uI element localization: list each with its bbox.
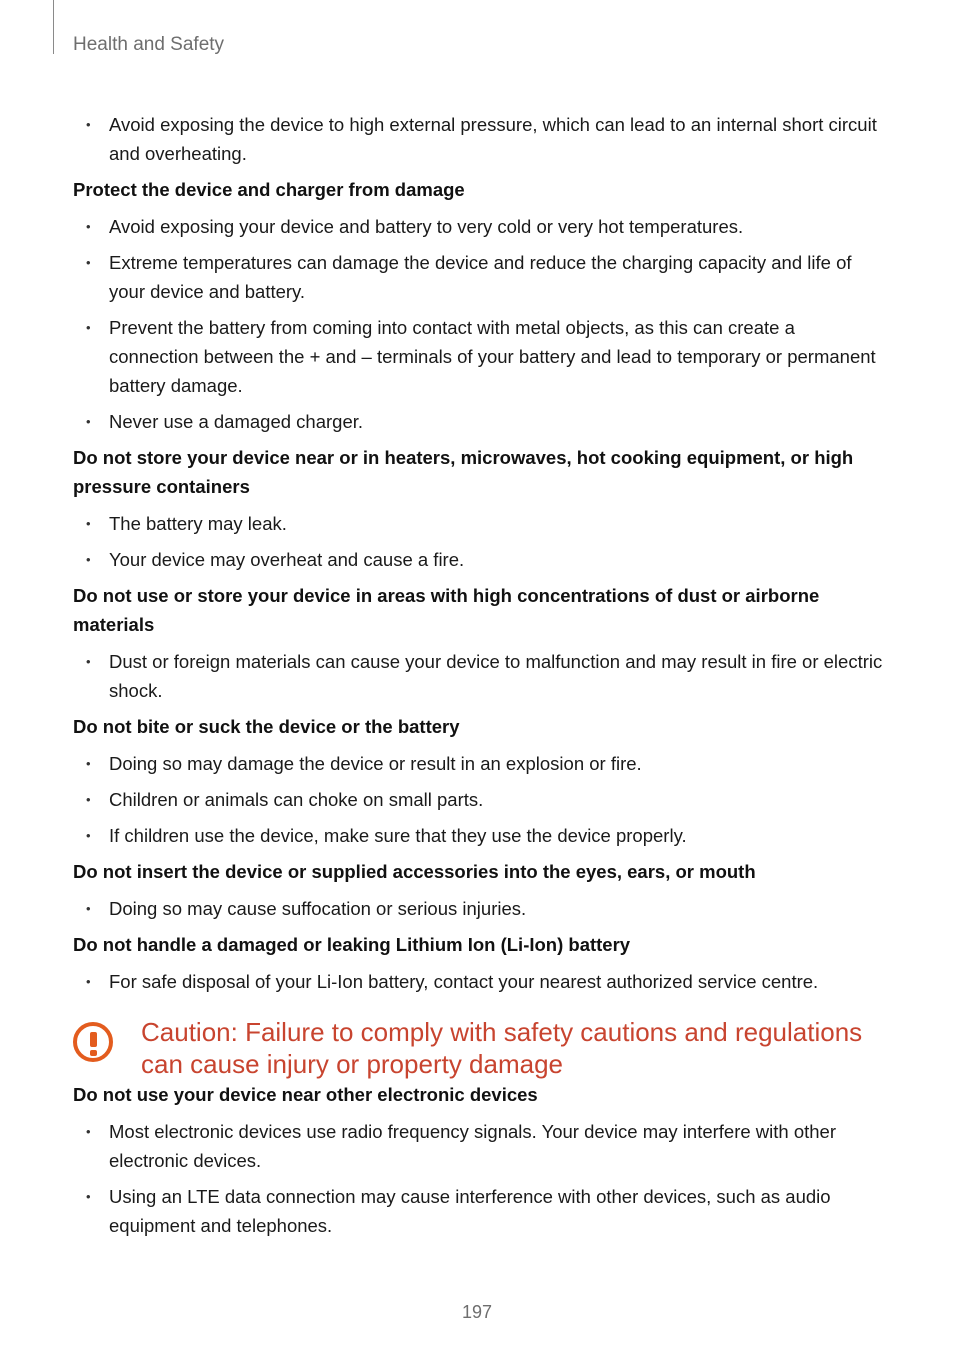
bullet-list: [73, 749, 883, 850]
bullet-list: [73, 212, 883, 436]
bullet-item: • Dust or foreign materials can cause your device to malfunction and may result in fire or electric shock.: [73, 647, 883, 705]
section-heading: Do not use your device near other electronic devices: [73, 1084, 538, 1105]
bullet-item: • Children or animals can choke on small parts.: [73, 785, 883, 814]
bullet-item: • If children use the device, make sure that they use the device properly.: [73, 821, 883, 850]
bullet-list: [73, 967, 883, 996]
sections-container: [73, 110, 883, 996]
bullet-list: [73, 647, 883, 705]
section-heading: Protect the device and charger from damage: [73, 179, 465, 200]
bullet-list: [73, 509, 883, 574]
bullet-item: • Using an LTE data connection may cause interference with other devices, such as audio equipment and telephones.: [73, 1182, 883, 1240]
page-number: 197: [461, 1302, 493, 1322]
bullet-list: [73, 110, 883, 168]
bullet-item: • Prevent the battery from coming into contact with metal objects, as this can create a connection between the + and – terminals of your battery and lead to temporary or permanent battery damage.: [73, 313, 883, 400]
bullet-item: • Extreme temperatures can damage the device and reduce the charging capacity and life of your device and battery.: [73, 248, 883, 306]
bullet-item: • Avoid exposing the device to high external pressure, which can lead to an internal short circuit and overheating.: [73, 110, 883, 168]
section-heading: Do not handle a damaged or leaking Lithium Ion (Li-Ion) battery: [73, 934, 631, 955]
section-heading: Do not bite or suck the device or the battery: [73, 716, 460, 737]
section-heading: Do not insert the device or supplied accessories into the eyes, ears, or mouth: [73, 861, 756, 882]
caution-exclamation-icon: [73, 1022, 113, 1062]
header-rule: [53, 0, 54, 54]
bullet-list: [73, 894, 883, 923]
caution-block: [73, 1016, 883, 1080]
page-header-title: Health and Safety: [73, 34, 225, 55]
bullet-item: • Avoid exposing your device and battery to very cold or very hot temperatures.: [73, 212, 883, 241]
bullet-item: • Doing so may cause suffocation or serious injuries.: [73, 894, 883, 923]
bullet-item: • Most electronic devices use radio frequency signals. Your device may interfere with other electronic devices.: [73, 1117, 883, 1175]
section-heading: Do not store your device near or in heaters, microwaves, hot cooking equipment, or high pressure containers: [73, 447, 854, 497]
bullet-list: [73, 1117, 883, 1240]
bullet-item: • Never use a damaged charger.: [73, 407, 883, 436]
caution-title: Caution: Failure to comply with safety cautions and regulations can cause injury or property damage: [141, 1017, 863, 1079]
section-heading: Do not use or store your device in areas with high concentrations of dust or airborne materials: [73, 585, 820, 635]
bullet-item: • Doing so may damage the device or result in an explosion or fire.: [73, 749, 883, 778]
bullet-item: • For safe disposal of your Li-Ion battery, contact your nearest authorized service centre.: [73, 967, 883, 996]
bullet-item: • The battery may leak.: [73, 509, 883, 538]
bullet-item: • Your device may overheat and cause a fire.: [73, 545, 883, 574]
page-content: [73, 110, 883, 1247]
after-caution-container: [73, 1080, 883, 1240]
